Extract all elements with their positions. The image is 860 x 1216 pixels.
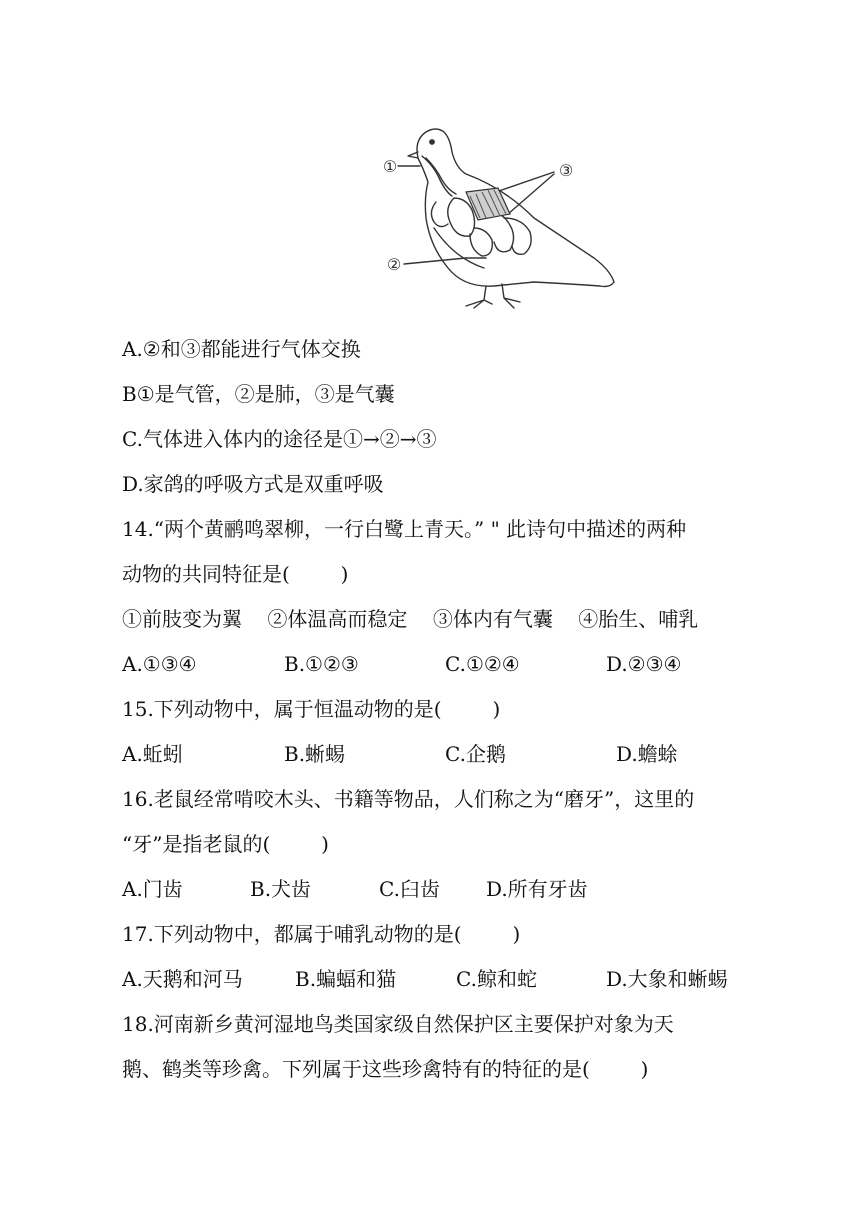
air-sac (470, 228, 492, 256)
q13-option-b: B①是气管，②是肺，③是气囊 (122, 382, 395, 406)
q15-option-a: A.蚯蚓 (122, 742, 183, 766)
q16-option-d: D.所有牙齿 (486, 877, 588, 901)
q17-option-b: B.蝙蝠和猫 (295, 967, 397, 991)
q17-option-d: D.大象和蜥蜴 (606, 967, 728, 991)
bird-beak (408, 152, 418, 158)
q16-stem-line2: “牙”是指老鼠的( ) (122, 832, 329, 856)
q16-stem-line1: 16.老鼠经常啃咬木头、书籍等物品，人们称之为“磨牙”，这里的 (122, 787, 695, 811)
q13-option-d: D.家鸽的呼吸方式是双重呼吸 (122, 472, 384, 496)
q16-option-b: B.犬齿 (250, 877, 312, 901)
bird-leg (502, 284, 520, 308)
q14-option-a: A.①③④ (122, 652, 197, 676)
q17-stem: 17.下列动物中，都属于哺乳动物的是( ) (122, 922, 521, 946)
q14-option-c: C.①②④ (445, 652, 520, 676)
q13-option-c: C.气体进入体内的途径是①→②→③ (122, 427, 437, 451)
q13-option-a: A.②和③都能进行气体交换 (122, 337, 361, 361)
air-sac (504, 218, 531, 254)
q17-option-c: C.鲸和蛇 (456, 967, 537, 991)
bird-leg (466, 286, 492, 308)
pigeon-respiratory-diagram (374, 118, 620, 314)
air-sac (431, 202, 448, 227)
q18-stem-line1: 18.河南新乡黄河湿地鸟类国家级自然保护区主要保护对象为天 (122, 1012, 674, 1036)
label-2: ② (386, 255, 402, 274)
label-3: ③ (558, 161, 574, 180)
q15-option-b: B.蜥蜴 (284, 742, 346, 766)
label-1: ① (382, 157, 398, 176)
q14-statements: ①前肢变为翼 ②体温高而稳定 ③体内有气囊 ④胎生、哺乳 (122, 607, 699, 631)
q16-option-c: C.臼齿 (379, 877, 440, 901)
q14-option-d: D.②③④ (606, 652, 682, 676)
bird-eye (430, 140, 434, 144)
q16-option-a: A.门齿 (122, 877, 183, 901)
q18-stem-line2: 鹅、鹤类等珍禽。下列属于这些珍禽特有的特征的是( ) (122, 1057, 649, 1081)
q15-option-c: C.企鹅 (445, 742, 506, 766)
q15-stem: 15.下列动物中，属于恒温动物的是( ) (122, 697, 501, 721)
q14-stem-line2: 动物的共同特征是( ) (122, 562, 349, 586)
q14-stem-line1: 14.“两个黄鹂鸣翠柳，一行白鹭上青天。” " 此诗句中描述的两种 (122, 517, 687, 541)
q17-option-a: A.天鹅和河马 (122, 967, 243, 991)
q14-option-b: B.①②③ (284, 652, 359, 676)
q15-option-d: D.蟾蜍 (616, 742, 678, 766)
